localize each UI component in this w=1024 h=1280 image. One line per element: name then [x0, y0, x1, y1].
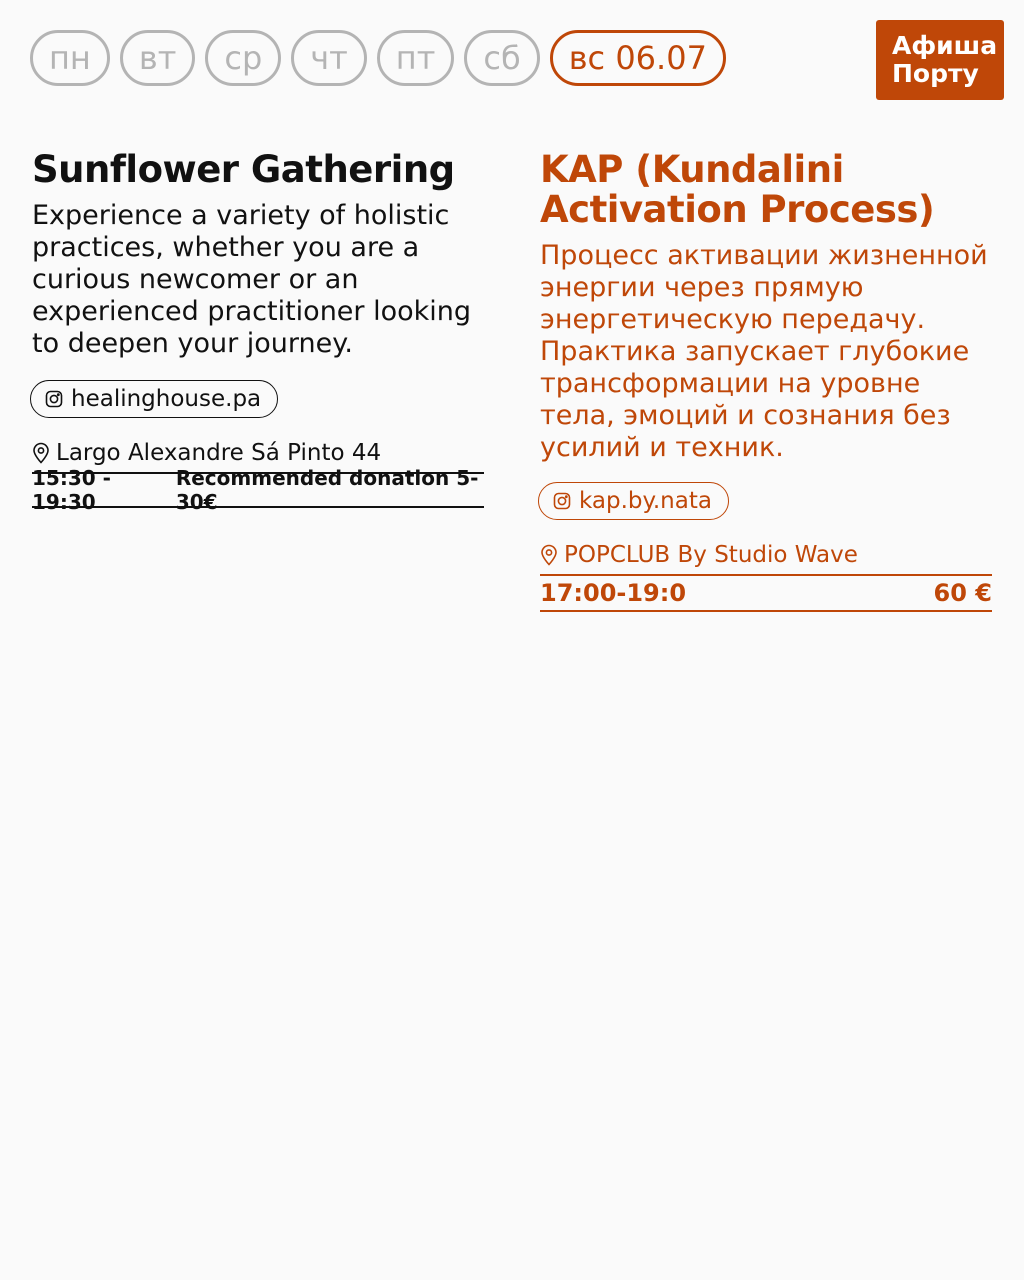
instagram-icon — [45, 390, 63, 408]
map-pin-icon — [540, 544, 558, 566]
day-tab-wed[interactable]: ср — [205, 30, 281, 86]
instagram-link[interactable] — [538, 482, 729, 520]
instagram-handle: kap.by.nata — [579, 488, 712, 514]
instagram-icon — [553, 492, 571, 510]
event-info-row — [540, 574, 992, 612]
event-price: Recommended donation 5-30€ — [175, 466, 479, 514]
event-location — [32, 438, 484, 468]
event-card-sunflower — [32, 148, 484, 514]
day-tab-thu[interactable]: чт — [291, 30, 367, 86]
location-text: POPCLUB By Studio Wave — [564, 542, 858, 568]
location-text: Largo Alexandre Sá Pinto 44 — [56, 440, 382, 466]
event-title: KAP (Kundalini Activation Process) — [540, 148, 935, 231]
map-pin-icon — [32, 442, 50, 464]
day-tab-sat[interactable]: сб — [464, 30, 539, 86]
day-tab-fri[interactable]: пт — [377, 30, 455, 86]
brand-logo — [876, 20, 1004, 100]
day-selector — [30, 30, 726, 86]
event-location — [540, 540, 992, 570]
brand-line-2: Порту — [892, 59, 979, 88]
instagram-handle: healinghouse.pa — [71, 386, 262, 412]
event-title: Sunflower Gathering — [32, 148, 455, 191]
event-info-row — [32, 466, 484, 514]
day-tab-mon[interactable]: пн — [30, 30, 110, 86]
event-card-kap — [540, 150, 992, 612]
event-description: Процесс активации жизненной энергии через прямую энергетическую передачу. Практика запускает глубокие трансформации на уровне тела, эмоций и сознания без усилий и техник. — [540, 240, 988, 463]
brand-line-1: Афиша — [892, 31, 998, 60]
event-description: Experience a variety of holistic practices, whether you are a curious newcomer or an experienced practitioner looking to deepen your journey. — [32, 200, 472, 359]
event-time: 15:30 - 19:30 — [32, 466, 111, 514]
day-tab-sun-active[interactable]: вс 06.07 — [550, 30, 726, 86]
event-price: 60 € — [933, 579, 992, 607]
instagram-link[interactable] — [30, 380, 278, 418]
event-time: 17:00-19:0 — [540, 579, 687, 607]
day-tab-tue[interactable]: вт — [120, 30, 196, 86]
